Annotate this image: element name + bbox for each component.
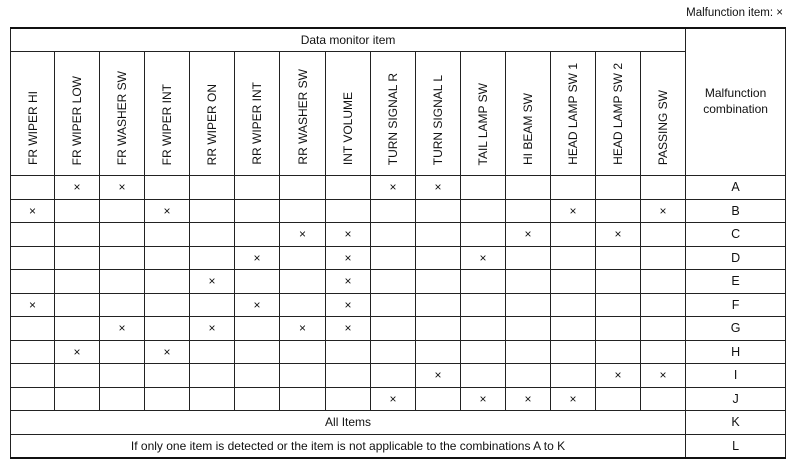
- header-row-title: [11, 28, 786, 52]
- empty-cell: [641, 387, 686, 411]
- empty-cell: [641, 317, 686, 341]
- empty-cell: [551, 364, 596, 388]
- combination-description: All Items: [11, 411, 686, 435]
- malfunction-mark: ×: [190, 270, 235, 294]
- empty-cell: [55, 223, 100, 247]
- column-header-label: RR WASHER SW: [295, 69, 310, 165]
- empty-cell: [190, 293, 235, 317]
- empty-cell: [280, 270, 326, 294]
- table-row: [11, 434, 786, 458]
- column-header: [55, 52, 100, 176]
- empty-cell: [551, 246, 596, 270]
- table-row: [11, 293, 786, 317]
- column-header: [641, 52, 686, 176]
- malfunction-mark: ×: [235, 246, 280, 270]
- empty-cell: [506, 293, 551, 317]
- column-header-label: FR WIPER INT: [160, 83, 174, 165]
- empty-cell: [280, 176, 326, 200]
- malfunction-mark: ×: [551, 387, 596, 411]
- malfunction-mark: ×: [100, 176, 145, 200]
- empty-cell: [416, 317, 461, 341]
- empty-cell: [235, 199, 280, 223]
- empty-cell: [11, 246, 55, 270]
- empty-cell: [326, 364, 371, 388]
- empty-cell: [11, 340, 55, 364]
- empty-cell: [641, 176, 686, 200]
- malfunction-mark: ×: [11, 293, 55, 317]
- table-row: [11, 340, 786, 364]
- column-header: [461, 52, 506, 176]
- empty-cell: [596, 176, 641, 200]
- empty-cell: [416, 246, 461, 270]
- empty-cell: [371, 199, 416, 223]
- empty-cell: [190, 364, 235, 388]
- empty-cell: [11, 317, 55, 341]
- malfunction-mark: ×: [416, 364, 461, 388]
- empty-cell: [371, 317, 416, 341]
- empty-cell: [280, 246, 326, 270]
- combination-label: L: [686, 434, 786, 458]
- malfunction-mark: ×: [55, 340, 100, 364]
- empty-cell: [461, 199, 506, 223]
- empty-cell: [280, 364, 326, 388]
- malfunction-mark: ×: [371, 176, 416, 200]
- empty-cell: [416, 199, 461, 223]
- empty-cell: [461, 293, 506, 317]
- malfunction-mark: ×: [235, 293, 280, 317]
- empty-cell: [551, 270, 596, 294]
- combination-label: G: [686, 317, 786, 341]
- empty-cell: [506, 340, 551, 364]
- empty-cell: [235, 364, 280, 388]
- column-header: [145, 52, 190, 176]
- combination-label: J: [686, 387, 786, 411]
- combination-label: A: [686, 176, 786, 200]
- empty-cell: [11, 176, 55, 200]
- empty-cell: [100, 270, 145, 294]
- empty-cell: [190, 340, 235, 364]
- empty-cell: [416, 387, 461, 411]
- empty-cell: [280, 387, 326, 411]
- empty-cell: [55, 364, 100, 388]
- empty-cell: [280, 199, 326, 223]
- combination-label: D: [686, 246, 786, 270]
- empty-cell: [55, 387, 100, 411]
- column-header-label: TURN SIGNAL L: [431, 74, 445, 165]
- column-header: [100, 52, 145, 176]
- empty-cell: [55, 246, 100, 270]
- malfunction-mark: ×: [641, 364, 686, 388]
- malfunction-mark: ×: [506, 387, 551, 411]
- malfunction-mark: ×: [190, 317, 235, 341]
- column-header-label: HEAD LAMP SW 2: [611, 63, 625, 165]
- malfunction-mark: ×: [145, 199, 190, 223]
- empty-cell: [326, 387, 371, 411]
- empty-cell: [55, 270, 100, 294]
- empty-cell: [235, 223, 280, 247]
- malfunction-mark: ×: [100, 317, 145, 341]
- empty-cell: [371, 340, 416, 364]
- table-row: [11, 246, 786, 270]
- empty-cell: [55, 199, 100, 223]
- empty-cell: [11, 387, 55, 411]
- malfunction-mark: ×: [596, 223, 641, 247]
- empty-cell: [280, 293, 326, 317]
- column-header-label: HI BEAM SW: [521, 92, 535, 165]
- combination-description: If only one item is detected or the item is not applicable to the combinations A to K: [11, 434, 686, 458]
- combination-label: K: [686, 411, 786, 435]
- column-header-label: TURN SIGNAL R: [386, 72, 400, 165]
- empty-cell: [100, 293, 145, 317]
- empty-cell: [596, 199, 641, 223]
- combination-label: F: [686, 293, 786, 317]
- malfunction-mark: ×: [145, 340, 190, 364]
- malfunction-mark: ×: [461, 387, 506, 411]
- empty-cell: [100, 199, 145, 223]
- column-header-label: FR WIPER HI: [25, 91, 40, 165]
- empty-cell: [506, 199, 551, 223]
- column-header-label: TAIL LAMP SW: [476, 82, 490, 165]
- empty-cell: [326, 340, 371, 364]
- empty-cell: [145, 270, 190, 294]
- empty-cell: [190, 223, 235, 247]
- column-header: [551, 52, 596, 176]
- empty-cell: [11, 364, 55, 388]
- empty-cell: [100, 364, 145, 388]
- empty-cell: [461, 176, 506, 200]
- column-header-label: PASSING SW: [656, 89, 671, 165]
- empty-cell: [506, 246, 551, 270]
- column-header: [190, 52, 235, 176]
- empty-cell: [326, 176, 371, 200]
- empty-cell: [461, 317, 506, 341]
- empty-cell: [190, 387, 235, 411]
- empty-cell: [371, 223, 416, 247]
- empty-cell: [55, 293, 100, 317]
- empty-cell: [506, 270, 551, 294]
- empty-cell: [145, 387, 190, 411]
- empty-cell: [596, 387, 641, 411]
- malfunction-mark: ×: [371, 387, 416, 411]
- empty-cell: [461, 223, 506, 247]
- malfunction-mark: ×: [326, 293, 371, 317]
- empty-cell: [551, 317, 596, 341]
- table-row: [11, 223, 786, 247]
- malfunction-mark: ×: [11, 199, 55, 223]
- empty-cell: [145, 176, 190, 200]
- empty-cell: [235, 176, 280, 200]
- empty-cell: [596, 270, 641, 294]
- malfunction-mark: ×: [551, 199, 596, 223]
- empty-cell: [371, 364, 416, 388]
- empty-cell: [596, 293, 641, 317]
- column-header-row: [11, 52, 786, 176]
- empty-cell: [235, 340, 280, 364]
- column-header-label: INT VOLUME: [341, 91, 355, 165]
- column-header: [280, 52, 326, 176]
- table-row: [11, 176, 786, 200]
- legend-text: Malfunction item: ×: [686, 7, 783, 19]
- empty-cell: [596, 317, 641, 341]
- malfunction-mark: ×: [280, 223, 326, 247]
- table-row: [11, 270, 786, 294]
- empty-cell: [461, 270, 506, 294]
- matrix-body: [11, 176, 786, 459]
- empty-cell: [145, 246, 190, 270]
- empty-cell: [551, 293, 596, 317]
- malfunction-mark: ×: [506, 223, 551, 247]
- malfunction-mark: ×: [596, 364, 641, 388]
- empty-cell: [371, 293, 416, 317]
- table-row: [11, 364, 786, 388]
- empty-cell: [235, 270, 280, 294]
- column-header-label: FR WASHER SW: [115, 70, 129, 165]
- malfunction-combination-header: Malfunction combination: [686, 28, 786, 176]
- empty-cell: [596, 246, 641, 270]
- empty-cell: [100, 387, 145, 411]
- empty-cell: [235, 317, 280, 341]
- combination-label: I: [686, 364, 786, 388]
- malfunction-mark: ×: [461, 246, 506, 270]
- empty-cell: [11, 270, 55, 294]
- empty-cell: [280, 340, 326, 364]
- malfunction-mark: ×: [641, 199, 686, 223]
- empty-cell: [641, 246, 686, 270]
- column-header-label: RR WIPER ON: [205, 83, 219, 165]
- column-header: [11, 52, 55, 176]
- empty-cell: [461, 364, 506, 388]
- empty-cell: [416, 293, 461, 317]
- malfunction-mark: ×: [326, 246, 371, 270]
- empty-cell: [190, 199, 235, 223]
- empty-cell: [371, 270, 416, 294]
- column-header-label: RR WIPER INT: [250, 82, 264, 165]
- combination-label: B: [686, 199, 786, 223]
- combination-label: H: [686, 340, 786, 364]
- malfunction-mark: ×: [416, 176, 461, 200]
- empty-cell: [641, 293, 686, 317]
- combination-label: E: [686, 270, 786, 294]
- empty-cell: [145, 293, 190, 317]
- table-row: [11, 387, 786, 411]
- malfunction-mark: ×: [326, 270, 371, 294]
- empty-cell: [100, 223, 145, 247]
- column-header: [326, 52, 371, 176]
- empty-cell: [371, 246, 416, 270]
- empty-cell: [641, 223, 686, 247]
- empty-cell: [145, 364, 190, 388]
- empty-cell: [100, 246, 145, 270]
- empty-cell: [416, 270, 461, 294]
- data-monitor-item-header: Data monitor item: [11, 28, 686, 52]
- column-header: [506, 52, 551, 176]
- malfunction-mark: ×: [326, 223, 371, 247]
- empty-cell: [326, 199, 371, 223]
- column-header: [596, 52, 641, 176]
- empty-cell: [416, 223, 461, 247]
- column-header: [371, 52, 416, 176]
- empty-cell: [100, 340, 145, 364]
- column-header-label: FR WIPER LOW: [70, 75, 84, 165]
- empty-cell: [235, 387, 280, 411]
- column-header: [416, 52, 461, 176]
- empty-cell: [506, 317, 551, 341]
- column-header: [235, 52, 280, 176]
- column-header-label: HEAD LAMP SW 1: [566, 63, 580, 165]
- empty-cell: [551, 176, 596, 200]
- empty-cell: [145, 317, 190, 341]
- empty-cell: [190, 246, 235, 270]
- empty-cell: [641, 340, 686, 364]
- empty-cell: [145, 223, 190, 247]
- malfunction-mark: ×: [55, 176, 100, 200]
- empty-cell: [190, 176, 235, 200]
- empty-cell: [506, 364, 551, 388]
- table-row: [11, 411, 786, 435]
- empty-cell: [551, 223, 596, 247]
- empty-cell: [596, 340, 641, 364]
- empty-cell: [506, 176, 551, 200]
- malfunction-mark: ×: [280, 317, 326, 341]
- table-row: [11, 317, 786, 341]
- empty-cell: [551, 340, 596, 364]
- empty-cell: [641, 270, 686, 294]
- empty-cell: [461, 340, 506, 364]
- empty-cell: [416, 340, 461, 364]
- empty-cell: [11, 223, 55, 247]
- combination-label: C: [686, 223, 786, 247]
- malfunction-mark: ×: [326, 317, 371, 341]
- table-row: [11, 199, 786, 223]
- malfunction-matrix-table: [10, 27, 786, 459]
- empty-cell: [55, 317, 100, 341]
